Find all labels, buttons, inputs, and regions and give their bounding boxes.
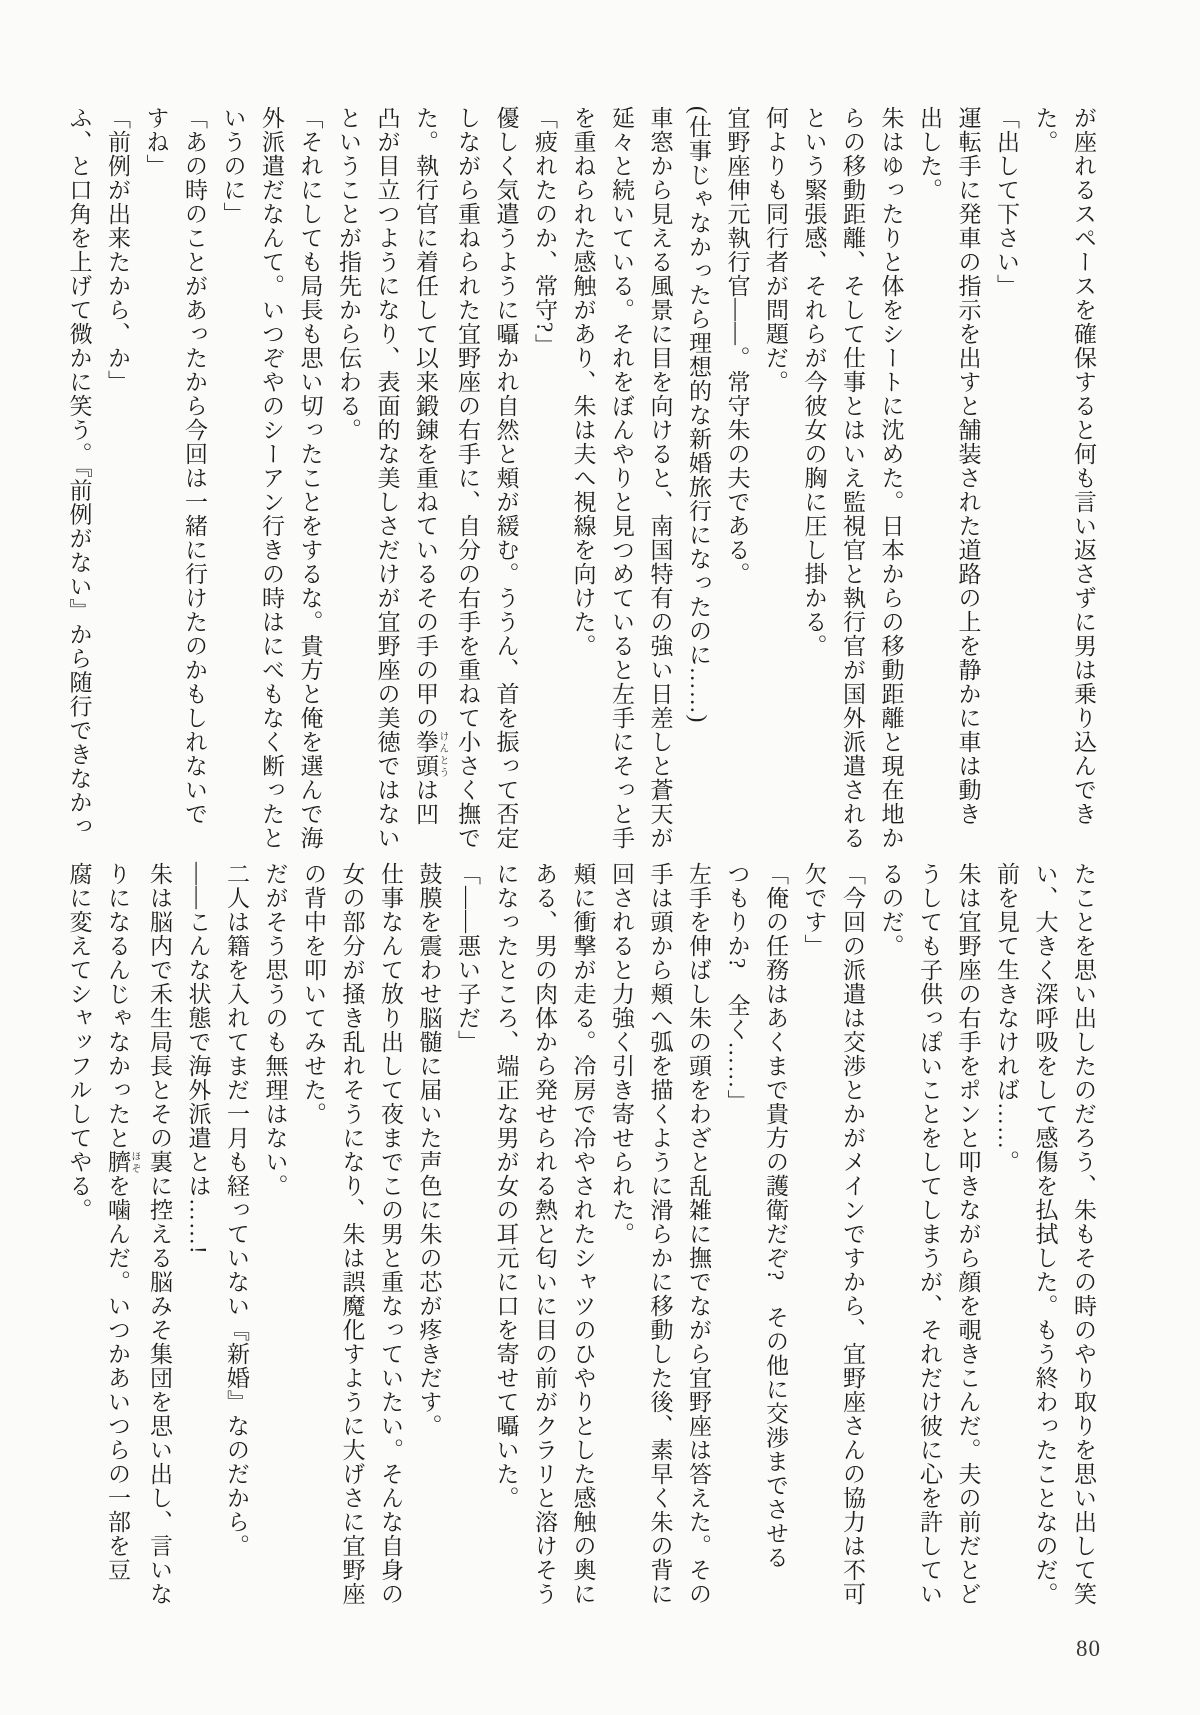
text-column: たことを思い出したのだろう、朱もその時のやり取りを思い出して笑	[1071, 862, 1096, 1606]
text-column: 「出して下さい」	[994, 106, 1019, 298]
text-column: 宜野座伸元執行官――。常守朱の夫である。	[724, 106, 750, 586]
text-column: 「それにしても局長も思い切ったことをするな。貴方と俺を選んで海	[297, 106, 323, 850]
text-column: 何よりも同行者が問題だ。	[763, 106, 788, 394]
text-column: 「疲れたのか、常守?」	[532, 106, 557, 358]
text-column: 「俺の任務はあくまで貴方の護衛だぞ? その他に交渉までさせる	[763, 862, 788, 1570]
text-column: になったところ、端正な男が女の耳元に口を寄せて囁いた。	[493, 862, 519, 1510]
text-column: という緊張感、それらが今彼女の胸に圧し掛かる。	[801, 106, 827, 658]
text-column: い、大きく深呼吸をして感傷を払拭した。もう終わったことなのだ。	[1032, 862, 1058, 1606]
text-column: 朱は宜野座の右手をポンと叩きながら顔を覗きこんだ。夫の前だとど	[955, 862, 981, 1606]
text-column: 腐に変えてシャッフルしてやる。	[66, 862, 92, 1222]
text-column: た。執行官に着任して以来鍛錬を重ねているその手の甲の拳頭 けんとうは凹	[413, 106, 448, 826]
text-column: だがそう思うのも無理はない。	[262, 862, 288, 1198]
text-column: 女の部分が掻き乱れそうになり、朱は誤魔化すように大げさに宜野座	[339, 862, 365, 1606]
text-column: 凸が目立つようになり、表面的な美しさだけが宜野座の美徳ではない	[374, 106, 400, 850]
text-column: を重ねられた感触があり、朱は夫へ視線を向けた。	[570, 106, 596, 658]
text-column: 運転手に発車の指示を出すと舗装された道路の上を静かに車は動き	[955, 106, 981, 826]
text-column: 優しく気遣うように囁かれ自然と頬が緩む。ううん、首を振って否定	[493, 106, 519, 850]
text-column: ――こんな状態で海外派遣とは……!	[185, 862, 211, 1255]
text-column: 欠です」	[801, 862, 827, 958]
text-column: すね」	[143, 106, 169, 178]
text-column: が座れるスペースを確保すると何も言い返さずに男は乗り込んでき	[1071, 106, 1096, 826]
text-column: 頬に衝撃が走る。冷房で冷やされたシャツのひやりとした感触の奥に	[570, 862, 596, 1606]
text-column: 車窓から見える風景に目を向けると、南国特有の強い日差しと蒼天が	[647, 106, 673, 850]
text-column: 外派遣だなんて。いつぞやのシーアン行きの時はにべもなく断ったと	[259, 106, 284, 850]
text-column: つもりか? 全く……」	[724, 862, 750, 1114]
text-column: 出した。	[917, 106, 942, 202]
text-column: ある、男の肉体から発せられる熱と匂いに目の前がクラリと溶けそう	[532, 862, 557, 1606]
top-text-block	[59, 106, 1102, 852]
text-column: 「――悪い子だ」	[455, 862, 480, 1054]
text-column: しながら重ねられた宜野座の右手に、自分の右手を重ねて小さく撫で	[455, 106, 480, 850]
text-column: 朱は脳内で禾生局長とその裏に控える脳みそ集団を思い出し、言いな	[147, 862, 172, 1606]
text-column: 鼓膜を震わせ脳髄に届いた声色に朱の芯が疼きだす。	[416, 862, 442, 1438]
text-column: 二人は籍を入れてまだ一月も経っていない『新婚』なのだから。	[224, 862, 249, 1558]
bottom-text-block	[59, 862, 1102, 1608]
text-column: るのだ。	[878, 862, 904, 958]
text-column: りになるんじゃなかったと臍 ほぞを噛んだ。いつかあいつらの一部を豆	[105, 862, 140, 1582]
text-column: 「前例が出来たから、か」	[105, 106, 130, 394]
text-column: 左手を伸ばし朱の頭をわざと乱雑に撫でながら宜野座は答えた。その	[686, 862, 711, 1606]
text-column: 前を見て生きなければ……。	[994, 862, 1019, 1174]
page-number: 80	[1076, 1636, 1101, 1661]
text-column: いうのに」	[220, 106, 246, 226]
text-column: た。	[1032, 106, 1058, 154]
text-column: 延々と続いている。それをぼんやりと見つめていると左手にそっと手	[609, 106, 634, 850]
text-column: ふ、と口角を上げて微かに笑う。『前例がない』から随行できなかっ	[66, 106, 92, 839]
text-column: ということが指先から伝わる。	[336, 106, 361, 442]
text-column: らの移動距離、そして仕事とはいえ監視官と執行官が国外派遣される	[840, 106, 865, 850]
text-column: (仕事じゃなかったら理想的な新婚旅行になったのに……)	[686, 106, 711, 724]
text-column: の背中を叩いてみせた。	[301, 862, 326, 1126]
text-column: 「今回の派遣は交渉とかがメインですから、宜野座さんの協力は不可	[840, 862, 865, 1606]
text-column: 朱はゆったりと体をシートに沈めた。日本からの移動距離と現在地か	[878, 106, 904, 850]
text-column: 「あの時のことがあったから今回は一緒に行けたのかもしれないで	[182, 106, 207, 826]
text-column: 仕事なんて放り出して夜までこの男と重なっていたい。そんな自身の	[378, 862, 403, 1606]
text-column: 回されると力強く引き寄せられた。	[609, 862, 634, 1246]
text-column: 手は頭から頬へ弧を描くように滑らかに移動した後、素早く朱の背に	[647, 862, 673, 1606]
text-column: うしても子供っぽいことをしてしまうが、それだけ彼に心を許してい	[917, 862, 942, 1606]
